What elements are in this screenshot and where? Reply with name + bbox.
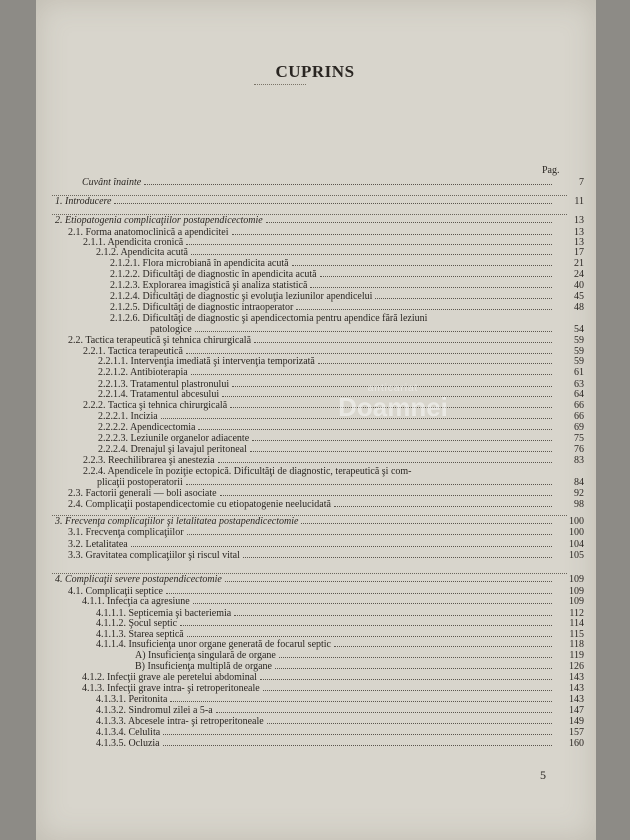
toc-entry	[0, 466, 630, 477]
dot-leader	[375, 298, 552, 299]
toc-entry-title: B) Insuficienţa multiplă de organe	[135, 661, 272, 672]
dot-leader	[232, 234, 553, 235]
toc-entry-page: 59	[574, 346, 584, 357]
toc-entry-title: 2.2.1.2. Antibioterapia	[98, 367, 188, 378]
toc-entry	[0, 196, 630, 207]
dot-leader	[186, 484, 552, 485]
toc-entry-page: 48	[574, 302, 584, 313]
toc-entry-page: 105	[569, 550, 584, 561]
dot-leader	[187, 534, 552, 535]
toc-entry	[0, 683, 630, 694]
toc-entry-page: 83	[574, 455, 584, 466]
toc-entry-title: 2.1.2.6. Dificultăţi de diagnostic şi apendicectomia pentru apendice fără leziuni	[110, 313, 428, 324]
toc-entry-page: 76	[574, 444, 584, 455]
dot-leader	[163, 745, 552, 746]
toc-entry	[0, 550, 630, 561]
dot-leader	[191, 374, 552, 375]
toc-entry	[0, 727, 630, 738]
toc-entry-title: 2.2.1. Tactica terapeutică	[83, 346, 183, 357]
dot-leader	[114, 203, 552, 204]
toc-entry	[0, 488, 630, 499]
toc-entry-title: 2.2.2. Tactica şi tehnica chirurgicală	[83, 400, 228, 411]
dot-leader	[234, 615, 552, 616]
toc-entry-page: 147	[569, 705, 584, 716]
dot-leader	[334, 506, 552, 507]
toc-entry	[0, 596, 630, 607]
toc-entry	[0, 313, 630, 324]
toc-entry	[0, 716, 630, 727]
toc-entry	[0, 433, 630, 444]
toc-entry-title: 2. Etiopatogenia complicaţiilor postapendicectomie	[55, 215, 263, 226]
toc-entry-title: 4. Complicaţii severe postapendicectomie	[55, 574, 222, 585]
dot-leader	[220, 495, 552, 496]
toc-entry	[0, 650, 630, 661]
toc-entry	[0, 215, 630, 226]
toc-entry-title: 3.1. Frecvenţa complicaţiilor	[68, 527, 184, 538]
toc-entry	[0, 477, 630, 488]
toc-entry-page: 75	[574, 433, 584, 444]
toc-entry	[0, 247, 630, 258]
toc-entry-title: 2.1.2.5. Dificultăţi de diagnostic intraoperator	[110, 302, 294, 313]
toc-entry	[0, 499, 630, 510]
toc-entry-page: 13	[574, 215, 584, 226]
dot-leader	[250, 451, 552, 452]
toc-entry-page: 114	[569, 618, 584, 629]
toc-entry-title: 4.1.3.2. Sindromul zilei a 5-a	[96, 705, 213, 716]
toc-entry-page: 66	[574, 400, 584, 411]
toc-entry-title: 2.2.2.3. Leziunile organelor adiacente	[98, 433, 250, 444]
dot-leader	[144, 184, 552, 185]
toc-entry-page: 66	[574, 411, 584, 422]
toc-entry-page: 45	[574, 291, 584, 302]
toc-entry	[0, 639, 630, 650]
toc-entry	[0, 661, 630, 672]
dot-leader	[301, 523, 552, 524]
toc-entry-page: 13	[574, 227, 584, 238]
dot-leader	[186, 353, 552, 354]
toc-entry-page: 98	[574, 499, 584, 510]
dot-leader	[296, 309, 552, 310]
toc-entry-page: 7	[579, 177, 584, 188]
dot-leader	[163, 734, 552, 735]
toc-entry-title: 2.2.1.4. Tratamentul abcesului	[98, 389, 220, 400]
toc-entry	[0, 618, 630, 629]
watermark-big-text: Doamnei	[338, 392, 448, 422]
dot-leader	[170, 701, 552, 702]
toc-entry	[0, 400, 630, 411]
dot-leader	[320, 276, 552, 277]
toc-entry	[0, 705, 630, 716]
toc-entry	[0, 444, 630, 455]
toc-entry-title: 2.2.4. Apendicele în poziţie ectopică. Dificultăţi de diagnostic, terapeutică şi com-	[83, 466, 412, 477]
toc-entry-page: 160	[569, 738, 584, 749]
dot-leader	[292, 265, 552, 266]
page-column-label: Pag.	[542, 165, 560, 176]
dot-leader	[252, 440, 552, 441]
toc-entry-title: 2.1.2. Apendicita acută	[96, 247, 188, 258]
toc-entry-title: 4.1.3. Infecţii grave intra- şi retroperitoneale	[82, 683, 260, 694]
toc-entry-title: Cuvânt înainte	[82, 177, 142, 188]
toc-entry	[0, 455, 630, 466]
toc-entry-page: 59	[574, 356, 584, 367]
toc-entry-page: 112	[569, 608, 584, 619]
toc-entry-page: 100	[569, 527, 584, 538]
dot-leader	[266, 222, 552, 223]
toc-entry-title: 2.2.2.4. Drenajul şi lavajul peritoneal	[98, 444, 247, 455]
toc-entry-title: 3.3. Gravitatea complicaţiilor şi riscul vital	[68, 550, 240, 561]
toc-entry-title: 4.1.1. Infecţia ca agresiune	[82, 596, 190, 607]
toc-entry-page: 13	[574, 237, 584, 248]
toc-entry	[0, 738, 630, 749]
toc-entry-page: 109	[569, 574, 584, 585]
toc-entry-title: 4.1.3.4. Celulita	[96, 727, 161, 738]
toc-entry-page: 100	[569, 516, 584, 527]
toc-entry	[0, 672, 630, 683]
toc-entry-page: 118	[569, 639, 584, 650]
toc-entry	[0, 389, 630, 400]
dot-leader	[166, 593, 552, 594]
dot-leader	[263, 690, 552, 691]
toc-entry-page: 143	[569, 683, 584, 694]
dot-leader	[279, 657, 552, 658]
toc-entry-page: 54	[574, 324, 584, 335]
dot-leader	[310, 287, 552, 288]
toc-entry-page: 84	[574, 477, 584, 488]
toc-entry-title: 3.2. Letalitatea	[68, 539, 128, 550]
toc-entry-title: 2.2.1.1. Intervenţia imediată şi intervenţia temporizată	[98, 356, 315, 367]
toc-entry-title: patologice	[150, 324, 192, 335]
toc-entry-page: 21	[574, 258, 584, 269]
toc-entry	[0, 280, 630, 291]
toc-entry	[0, 269, 630, 280]
toc-entry-page: 104	[569, 539, 584, 550]
dot-leader	[180, 625, 552, 626]
toc-entry-title: 2.3. Factorii generali — boli asociate	[68, 488, 217, 499]
dot-leader	[225, 581, 552, 582]
toc-entry	[0, 291, 630, 302]
toc-entry-title: 2.4. Complicaţii postapendicectomie cu etiopatogenie neelucidată	[68, 499, 331, 510]
toc-entry	[0, 411, 630, 422]
toc-entry	[0, 539, 630, 550]
toc-entry	[0, 516, 630, 527]
toc-entry-page: 115	[569, 629, 584, 640]
toc-entry-title: 4.1.1.3. Starea septică	[96, 629, 184, 640]
toc-entry-title: 4.1.3.1. Peritonita	[96, 694, 168, 705]
toc-entry-page: 143	[569, 672, 584, 683]
toc-entry-page: 92	[574, 488, 584, 499]
toc-entry	[0, 356, 630, 367]
dot-leader	[267, 723, 552, 724]
toc-entry	[0, 694, 630, 705]
toc-entry	[0, 422, 630, 433]
toc-entry	[0, 302, 630, 313]
toc-entry-title: plicaţii postoperatorii	[97, 477, 183, 488]
toc-entry-title: 2.1.2.4. Dificultăţi de diagnostic şi evoluţia leziunilor apendicelui	[110, 291, 373, 302]
dot-leader	[318, 363, 552, 364]
toc-entry-title: 2.1.2.2. Dificultăţi de diagnostic în apendicita acută	[110, 269, 317, 280]
toc-entry-title: 4.1.1.4. Insuficienţa unor organe generată de focarul septic	[96, 639, 331, 650]
toc-entry-title: 4.1. Complicaţii septice	[68, 586, 163, 597]
toc-entry-page: 61	[574, 367, 584, 378]
toc-entry-page: 109	[569, 586, 584, 597]
toc-entry-title: 2.1. Forma anatomoclinică a apendicitei	[68, 227, 229, 238]
toc-entry-page: 157	[569, 727, 584, 738]
dot-leader	[216, 712, 552, 713]
toc-entry-page: 126	[569, 661, 584, 672]
toc-entry	[0, 527, 630, 538]
toc-entry-title: 4.1.3.3. Abcesele intra- şi retroperitoneale	[96, 716, 264, 727]
toc-entry-title: 2.2.2.1. Incizia	[98, 411, 158, 422]
toc-entry-title: 2.1.2.3. Explorarea imagistică şi analiza statistică	[110, 280, 308, 291]
toc-entry-page: 40	[574, 280, 584, 291]
toc-entry-page: 149	[569, 716, 584, 727]
watermark-small-text: anticariat	[367, 383, 419, 394]
toc-entry-title: 1. Introducere	[55, 196, 112, 207]
toc-entry-page: 119	[569, 650, 584, 661]
toc-entry	[0, 177, 630, 188]
toc-entry-title: 2.1.1. Apendicita cronică	[83, 237, 184, 248]
dot-leader	[260, 679, 552, 680]
dot-leader	[275, 668, 552, 669]
page-title: CUPRINS	[275, 62, 355, 81]
toc-entry	[0, 574, 630, 585]
toc-entry-page: 11	[574, 196, 584, 207]
toc-entry-page: 17	[574, 247, 584, 258]
toc-entry-page: 59	[574, 335, 584, 346]
dot-leader	[254, 342, 552, 343]
toc-entry	[0, 324, 630, 335]
toc-entry-page: 109	[569, 596, 584, 607]
toc-entry-title: 4.1.2. Infecţii grave ale peretelui abdominal	[82, 672, 257, 683]
toc-entry	[0, 258, 630, 269]
toc-entry-title: 3. Frecvenţa complicaţiilor şi letalitatea postapendicectomie	[55, 516, 299, 527]
toc-entry-page: 63	[574, 379, 584, 390]
dot-leader	[218, 462, 552, 463]
dot-leader	[131, 546, 552, 547]
toc-entry-title: 2.2. Tactica terapeutică şi tehnica chirurgicală	[68, 335, 252, 346]
dot-leader	[193, 603, 552, 604]
toc-entry-title: 2.2.2.2. Apendicectomia	[98, 422, 196, 433]
toc-entry-title: 4.1.1.2. Şocul septic	[96, 618, 178, 629]
toc-entry-title: 2.2.1.3. Tratamentul plastronului	[98, 379, 230, 390]
toc-entry-page: 143	[569, 694, 584, 705]
toc-entry-page: 24	[574, 269, 584, 280]
dot-leader	[186, 244, 552, 245]
toc-entry-title: 2.1.2.1. Flora microbiană în apendicita acută	[110, 258, 289, 269]
toc-entry-title: A) Insuficienţa singulară de organe	[135, 650, 276, 661]
dot-leader	[191, 254, 552, 255]
toc-entry-title: 4.1.3.5. Ocluzia	[96, 738, 160, 749]
toc-entry	[0, 335, 630, 346]
toc-entry-page: 64	[574, 389, 584, 400]
toc-entry-page: 69	[574, 422, 584, 433]
watermark-logo	[318, 383, 468, 433]
dot-leader	[243, 557, 552, 558]
toc-entry-title: 4.1.1.1. Septicemia şi bacteriemia	[96, 608, 232, 619]
dot-leader	[195, 331, 552, 332]
toc-entry-title: 2.2.3. Reechilibrarea şi anestezia	[83, 455, 215, 466]
dot-leader	[334, 646, 552, 647]
dot-leader	[187, 636, 552, 637]
toc-entry	[0, 367, 630, 378]
page-number: 5	[540, 768, 546, 782]
